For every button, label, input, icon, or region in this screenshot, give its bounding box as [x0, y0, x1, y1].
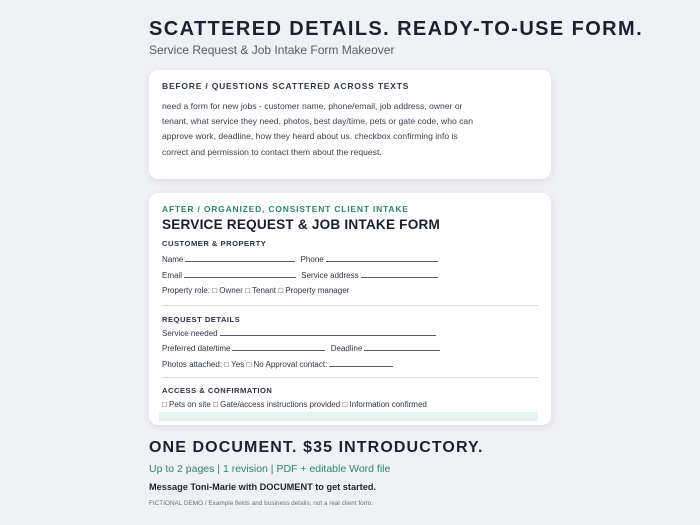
section-access-label: ACCESS & CONFIRMATION: [162, 386, 273, 395]
phone-label: Phone: [300, 255, 324, 264]
service-row: [162, 326, 538, 342]
preferred-date-field[interactable]: [232, 341, 325, 351]
after-tag: AFTER / ORGANIZED, CONSISTENT CLIENT INTAKE: [162, 204, 409, 214]
access-checkboxes[interactable]: □ Pets on site □ Gate/access instructions provided □ Information confirmed: [162, 400, 427, 409]
deadline-label: Deadline: [330, 344, 363, 353]
name-field[interactable]: [185, 252, 295, 262]
before-tag: BEFORE / QUESTIONS SCATTERED ACROSS TEXTS: [162, 81, 410, 91]
divider: [162, 305, 538, 306]
email-address-row: [162, 268, 538, 284]
after-card: [149, 193, 551, 425]
name-phone-row: [162, 252, 538, 268]
form-title: SERVICE REQUEST & JOB INTAKE FORM: [162, 217, 441, 232]
photos-approval-row: [162, 357, 538, 373]
service-address-field[interactable]: [361, 268, 438, 278]
approval-contact-field[interactable]: [329, 357, 393, 367]
date-deadline-row: [162, 341, 538, 357]
before-card: [149, 70, 551, 179]
email-field[interactable]: [184, 268, 296, 278]
preferred-date-label: Preferred date/time: [162, 344, 231, 353]
offer-title: ONE DOCUMENT. $35 INTRODUCTORY.: [149, 439, 484, 456]
name-label: Name: [162, 255, 184, 264]
deadline-field[interactable]: [364, 341, 440, 351]
service-needed-label: Service needed: [162, 328, 218, 338]
service-needed-field[interactable]: [220, 326, 436, 336]
call-to-action: Message Toni-Marie with DOCUMENT to get started.: [149, 482, 376, 492]
photos-checkboxes[interactable]: Photos attached: □ Yes □ No: [162, 359, 264, 369]
offer-details: Up to 2 pages | 1 revision | PDF + editable Word file: [149, 463, 391, 475]
service-address-label: Service address: [301, 270, 359, 280]
disclaimer: FICTIONAL DEMO / Example fields and business details; not a real client form.: [149, 500, 373, 507]
section-request-label: REQUEST DETAILS: [162, 314, 241, 324]
subheadline: Service Request & Job Intake Form Makeover: [149, 43, 395, 57]
section-customer-label: CUSTOMER & PROPERTY: [162, 239, 267, 248]
property-role-row[interactable]: Property role: □ Owner □ Tenant □ Property manager: [162, 286, 350, 295]
headline: SCATTERED DETAILS. READY-TO-USE FORM.: [149, 18, 644, 40]
approval-contact-label: Approval contact:: [265, 359, 328, 369]
mint-bar: [159, 412, 538, 421]
before-text: need a form for new jobs - customer name, phone/email, job address, owner or tenant, what service they need, photos, best day/time, pets or gate code, who can approve work, deadline, how they heard about us. checkbox confirming info is correct and permission to contact them about the request.: [162, 101, 473, 157]
divider: [162, 377, 538, 378]
email-label: Email: [162, 270, 183, 280]
phone-field[interactable]: [326, 252, 438, 262]
